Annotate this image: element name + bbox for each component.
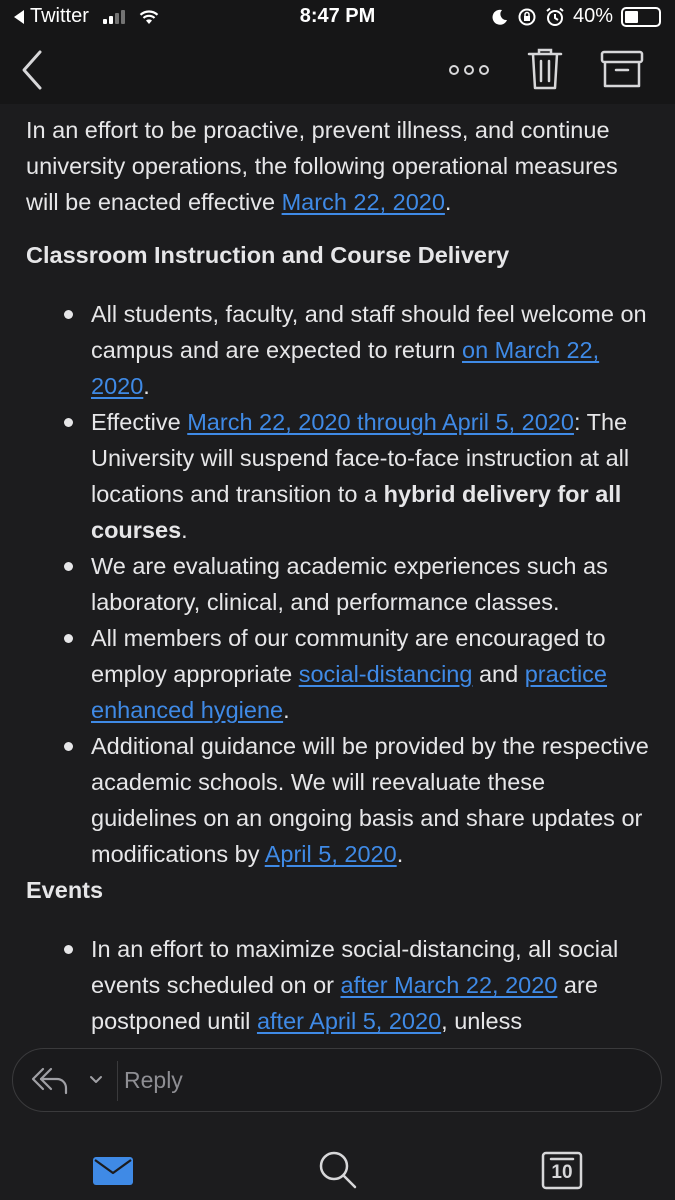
back-app-label: Twitter <box>30 5 89 27</box>
link-after-april-5[interactable]: after April 5, 2020 <box>256 1008 442 1034</box>
list-item-end: . <box>143 373 150 399</box>
list-item-text: Effective <box>91 409 188 435</box>
link-march-22[interactable]: March 22, 2020 <box>281 189 445 215</box>
trash-icon[interactable] <box>526 46 564 92</box>
email-body <box>0 104 675 1048</box>
classroom-heading: Classroom Instruction and Course Delivery <box>26 242 510 268</box>
bullet-dot <box>64 418 73 427</box>
archive-icon[interactable] <box>600 46 644 92</box>
email-toolbar <box>0 36 675 104</box>
link-after-march-22[interactable]: after March 22, 2020 <box>340 972 558 998</box>
list-item <box>26 296 649 404</box>
mail-icon[interactable] <box>92 1156 134 1186</box>
bullet-dot <box>64 945 73 954</box>
link-social-distancing[interactable]: social-distancing <box>298 661 473 687</box>
intro-end: . <box>444 189 452 215</box>
status-bar <box>0 0 675 36</box>
reply-bar[interactable] <box>12 1048 662 1112</box>
list-item <box>26 728 649 872</box>
bold-hybrid-delivery: hybrid delivery for all courses <box>91 481 622 543</box>
bullet-dot <box>64 562 73 571</box>
list-item-text: Additional guidance will be provided by the respective academic schools. We will reevaluate these guidelines on an ongoing basis and share updates or modifications by <box>91 733 649 867</box>
list-item-end: . <box>283 697 290 723</box>
battery-percent: 40% <box>572 5 613 27</box>
list-item-text: In an effort to maximize social-distancing, all social events scheduled on or <box>91 936 619 998</box>
link-practice-hygiene[interactable]: practice enhanced hygiene <box>91 661 608 723</box>
list-item-text: : The University will suspend face-to-face instruction at all locations and transition to a <box>91 409 630 507</box>
reply-label[interactable]: Reply <box>124 1067 183 1093</box>
calendar-icon[interactable] <box>541 1150 583 1190</box>
list-item <box>26 404 649 548</box>
orientation-lock-icon <box>517 7 537 27</box>
intro-text: In an effort to be proactive, prevent illness, and continue university operations, the following operational measures will be enacted effective <box>26 117 618 215</box>
alarm-icon <box>545 7 565 27</box>
bullet-dot <box>64 742 73 751</box>
status-time: 8:47 PM <box>299 5 376 27</box>
do-not-disturb-icon <box>491 8 509 26</box>
battery-icon <box>621 7 661 27</box>
reply-divider <box>117 1061 118 1101</box>
list-item <box>26 548 649 620</box>
link-april-5[interactable]: April 5, 2020 <box>264 841 397 867</box>
classroom-list <box>26 296 649 872</box>
status-right <box>491 5 661 28</box>
search-icon[interactable] <box>318 1150 358 1190</box>
list-item-text: We are evaluating academic experiences such as laboratory, clinical, and performance classes. <box>91 553 608 615</box>
chevron-down-icon[interactable] <box>89 1075 103 1085</box>
list-item-end: . <box>181 517 188 543</box>
link-on-march-22[interactable]: on March 22, 2020 <box>91 337 600 399</box>
list-item-end: , unless <box>441 1008 523 1034</box>
link-date-range[interactable]: March 22, 2020 through April 5, 2020 <box>187 409 574 435</box>
bullet-dot <box>64 310 73 319</box>
list-item <box>26 931 649 1039</box>
list-item-text: and <box>472 661 525 687</box>
list-item-text: are postponed until <box>91 972 598 1034</box>
events-heading: Events <box>26 877 104 903</box>
chevron-left-icon[interactable] <box>18 48 48 92</box>
list-item-end: . <box>396 841 404 867</box>
intro-paragraph <box>26 112 649 220</box>
events-list <box>26 931 649 1039</box>
calendar-day: 10 <box>551 1162 573 1183</box>
bullet-dot <box>64 634 73 643</box>
list-item-text: All students, faculty, and staff should feel welcome on campus and are expected to return <box>91 301 647 363</box>
reply-all-icon[interactable] <box>29 1063 69 1097</box>
list-item-text: All members of our community are encouraged to employ appropriate <box>91 625 606 687</box>
tab-bar <box>0 1130 675 1200</box>
more-icon[interactable] <box>446 56 492 84</box>
list-item <box>26 620 649 728</box>
